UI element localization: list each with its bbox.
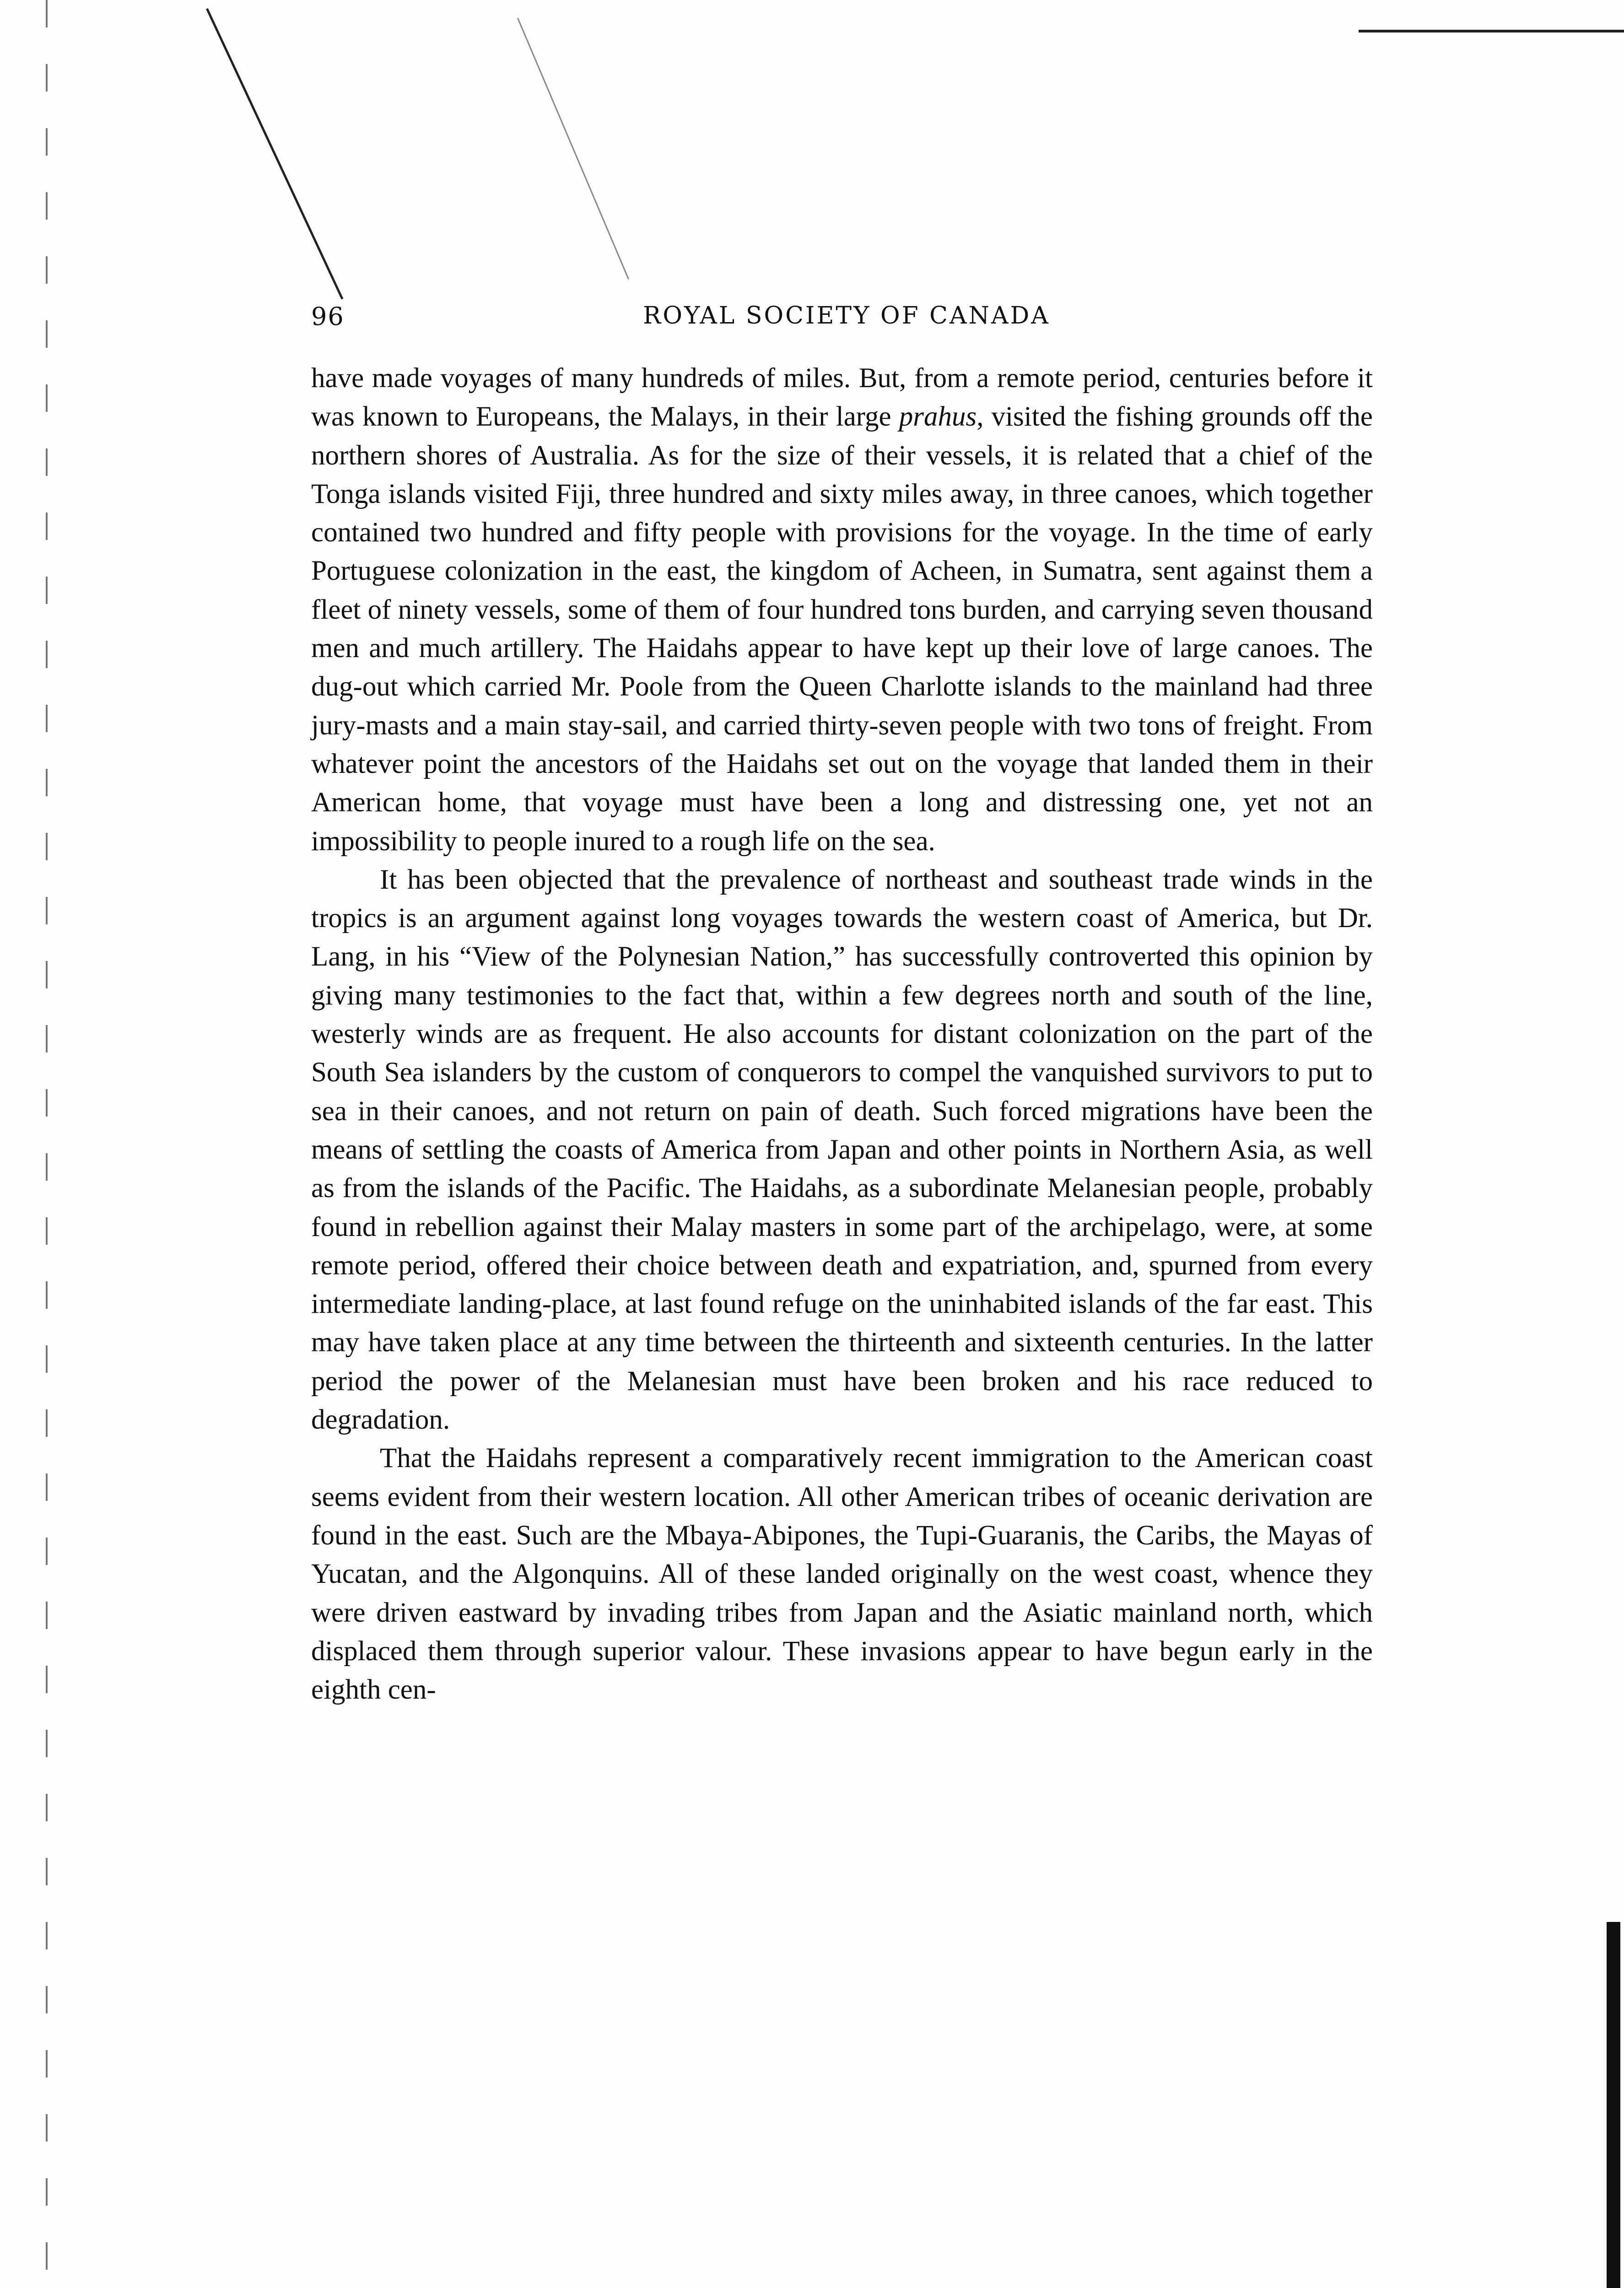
running-head: ROYAL SOCIETY OF CANADA — [643, 302, 1050, 329]
paragraph-1-text-a: have made voyages of many hundreds of miles. But, from a remote period, centuries before it was known to Europeans, the Malays, in their large — [311, 363, 1373, 432]
paragraph-1-text-b: , visited the fishing grounds off the northern shores of Australia. As for the size of their vessels, it is related that a chief of the Tonga islands visited Fiji, three hundred and sixty miles away, in three canoes, which together contained two hundred and fifty people with provisions for the voyage. In the time of early Portuguese colonization in the east, the kingdom of Acheen, in Sumatra, sent against them a fleet of ninety vessels, some of them of four hundred tons burden, and carrying seven thousand men and much artillery. The Haidahs appear to have kept up their love of large canoes. The dug-out which carried Mr. Poole from the Queen Charlotte islands to the mainland had three jury-masts and a main stay-sail, and carried thirty-seven people with two tons of freight. From whatever point the ancestors of the Haidahs set out on the voyage that landed them in their American home, that voyage must have been a long and distressing one, yet not an impossibility to people inured to a rough life on the sea. — [311, 401, 1373, 857]
body-text — [311, 359, 1373, 1709]
page-header — [311, 302, 1382, 339]
scan-left-edge-mark — [46, 0, 48, 2288]
scan-diagonal-stroke — [206, 8, 343, 300]
paragraph-1-italic-term: prahus — [899, 401, 977, 432]
page-number: 96 — [311, 302, 345, 331]
paragraph-3: That the Haidahs represent a comparatively recent immigration to the American coast seems evident from their western location. All other American tribes of oceanic derivation are found in the east. Such are the Mbaya-Abipones, the Tupi-Guaranis, the Caribs, the Mayas of Yucatan, and the Algonquins. All of these landed originally on the west coast, whence they were driven eastward by invading tribes from Japan and the Asiatic mainland north, which displaced them through superior valour. These invasions appear to have begun early in the eighth cen- — [311, 1443, 1373, 1705]
scan-right-edge-bar — [1607, 1922, 1620, 2288]
scan-diagonal-stroke-faint — [517, 18, 629, 280]
paragraph-1 — [311, 359, 1373, 861]
paragraph-2: It has been objected that the prevalence of northeast and southeast trade winds in the tropics is an argument against long voyages towards the western coast of America, but Dr. Lang, in his “View of the Polynesian Nation,” has successfully controverted this opinion by giving many testimonies to the fact that, within a few degrees north and south of the line, westerly winds are as frequent. He also accounts for distant colonization on the part of the South Sea islanders by the custom of conquerors to compel the vanquished survivors to put to sea in their canoes, and not return on pain of death. Such forced migrations have been the means of settling the coasts of America from Japan and other points in Northern Asia, as well as from the islands of the Pacific. The Haidahs, as a subordinate Melanesian people, probably found in rebellion against their Malay masters in some part of the archipelago, were, at some remote period, offered their choice between death and expatriation, and, spurned from every intermediate landing-place, at last found refuge on the uninhabited islands of the far east. This may have taken place at any time between the thirteenth and sixteenth centuries. In the latter period the power of the Melanesian must have been broken and his race reduced to degradation. — [311, 864, 1373, 1435]
scan-top-rule — [1359, 30, 1624, 32]
